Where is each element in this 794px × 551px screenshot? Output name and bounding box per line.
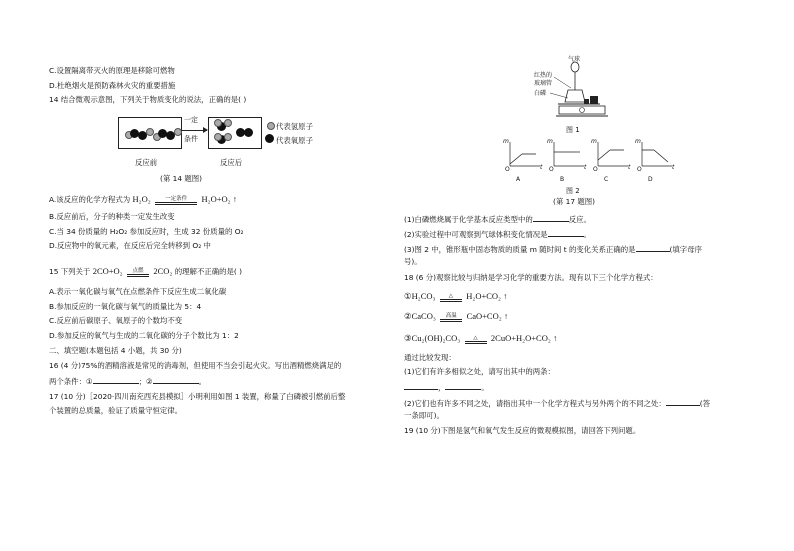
origin-d: O — [637, 166, 642, 173]
figure2-caption: 图 2 — [566, 187, 580, 195]
q16-cond1-label: 两个条件：① — [49, 377, 93, 386]
option-d-label: D — [648, 176, 653, 183]
label-red-hot-2: 玻璃管 — [534, 80, 553, 87]
eq3-reactant: ③Cu₂(OH)₂CO₃ — [404, 333, 461, 343]
q18-2-text: (2)它们也有许多不同之处，请指出其中一个化学方程式与另外两个的不同之处： — [404, 399, 666, 408]
q14-a-arrow — [155, 196, 197, 205]
hydrogen-atom — [224, 133, 232, 141]
legend-hydrogen: 代表氢原子 — [276, 122, 313, 131]
eq2-products: CaO+CO₂ ↑ — [466, 311, 509, 321]
figure1-caption: 图 1 — [566, 126, 580, 134]
q16-end: 。 — [198, 377, 207, 386]
q15-arrow — [127, 268, 149, 277]
q17-2-end: 。 — [583, 230, 591, 239]
eq3-arrow — [465, 335, 487, 344]
q17-part1 — [404, 213, 591, 225]
q15-reactants: 2CO+O₂ — [92, 266, 123, 276]
q18-compare: 通过比较发现： — [404, 353, 456, 362]
option-a-label: A — [516, 176, 521, 183]
q14-option-d: D.反应物中的氧元素，在反应后完全转移到 O₂ 中 — [49, 241, 211, 250]
graph-b — [554, 142, 584, 166]
section-2-heading: 二、填空题(本题包括 4 小题，共 30 分) — [49, 346, 182, 355]
label-balloon: 气球 — [568, 56, 581, 63]
q18-1-end: 。 — [481, 383, 489, 392]
q14-option-a — [49, 194, 237, 205]
graph-c — [598, 142, 628, 166]
q14-option-c: C.当 34 份质量的 H₂O₂ 参加反应时，生成 32 份质量的 O₂ — [49, 227, 244, 236]
q17-2-blank[interactable] — [548, 228, 584, 237]
q17-3-blank[interactable] — [636, 243, 670, 252]
condition-bottom: 条件 — [184, 135, 198, 143]
hydrogen-legend-icon — [267, 122, 275, 130]
q15-condition: 点燃 — [132, 267, 144, 274]
q14-a-prefix: A.该反应的化学方程式为 — [49, 195, 131, 204]
q17-figure1 — [528, 58, 628, 128]
q18-equation-1 — [404, 291, 507, 302]
label-after: 反应后 — [220, 158, 243, 167]
q15-option-b: B.参加反应的一氧化碳与氧气的质量比为 5：4 — [49, 302, 202, 311]
label-before: 反应前 — [135, 158, 158, 167]
origin-c: O — [593, 166, 598, 173]
axis-t-d: t — [672, 164, 675, 171]
q16-cond2-label: ；② — [138, 377, 153, 386]
q13-option-d: D.杜绝烟火是预防森林火灾的重要措施 — [49, 81, 176, 90]
q17-1-end: 反应。 — [568, 215, 591, 224]
graph-a — [510, 142, 540, 166]
q17-1-blank[interactable] — [533, 213, 569, 222]
q18-2-hint: (答 — [699, 399, 711, 408]
q16-blank-1[interactable] — [93, 375, 139, 384]
axis-t-b: t — [584, 164, 587, 171]
q18-equation-3 — [404, 333, 557, 344]
condition-top: 一定 — [184, 116, 198, 124]
q18-part1-blanks — [404, 381, 489, 393]
q16-line2 — [49, 375, 206, 387]
q15-prefix: 15 下列关于 — [49, 267, 91, 276]
q16-blank-2[interactable] — [153, 375, 199, 384]
q18-stem: 18 (6 分)观察比较与归纳是学习化学的重要方法。现有以下三个化学方程式： — [404, 273, 658, 282]
q14-option-b: B.反应前后，分子的种类一定发生改变 — [49, 212, 175, 221]
q17-figure2 — [500, 138, 680, 184]
q17-3-hint: (填字母序 — [669, 245, 702, 254]
q17-2-text: (2)实验过程中可观察到气球体积变化情况是 — [404, 230, 548, 239]
graph-d — [642, 142, 672, 166]
label-red-hot-1: 红热的 — [534, 72, 553, 79]
q14-a-products: H₂O+O₂ ↑ — [201, 194, 237, 204]
q15-suffix: 的理解不正确的是( ) — [174, 267, 243, 276]
q15-option-c: C.反应前后碳原子、氧原子的个数均不变 — [49, 316, 183, 325]
origin-b: O — [549, 166, 554, 173]
q17-part3 — [404, 243, 702, 255]
before-box — [118, 117, 182, 149]
axis-m-c: m — [591, 138, 597, 145]
q15-option-a: A.表示一氧化碳与氧气在点燃条件下反应生成二氧化碳 — [49, 287, 227, 296]
mass-time-graphs — [500, 138, 680, 184]
oxygen-atom — [244, 128, 253, 137]
eq3-condition: △ — [473, 334, 478, 341]
option-c-label: C — [604, 176, 609, 183]
q18-2-blank[interactable] — [666, 397, 700, 406]
axis-m-d: m — [635, 138, 641, 145]
q17-line2: 个装置的总质量，验证了质量守恒定律。 — [49, 406, 183, 415]
hydrogen-atom — [224, 119, 232, 127]
axis-t-c: t — [628, 164, 631, 171]
q15-stem — [49, 266, 242, 277]
legend-oxygen: 代表氧原子 — [276, 136, 313, 145]
after-box — [208, 117, 262, 149]
eq1-condition: △ — [448, 292, 453, 299]
q17-line1: 17 (10 分)［2020·四川南充西充县模拟］小明利用如图 1 装置，称量了白磷被引燃前后整 — [49, 392, 346, 401]
label-phosphorus: 白磷 — [534, 90, 547, 97]
q13-option-c: C.设置隔离带灭火的原理是移除可燃物 — [49, 66, 175, 75]
q19-stem: 19 (10 分)下图是氢气和氧气发生反应的微观模拟图，请回答下列问题。 — [404, 426, 641, 435]
q18-1-blank-2[interactable] — [445, 381, 481, 390]
eq2-reactant: ②CaCO₃ — [404, 311, 436, 321]
eq2-condition: 高温 — [445, 312, 457, 319]
q18-equation-2 — [404, 311, 508, 322]
hydrogen-atom — [214, 119, 222, 127]
eq2-arrow — [440, 313, 462, 322]
oxygen-legend-icon — [265, 134, 274, 143]
q18-part2 — [404, 397, 710, 409]
q17-3-text: (3)图 2 中，锥形瓶中固态物质的质量 m 随时间 t 的变化关系正确的是 — [404, 245, 636, 254]
q18-1-blank-1[interactable] — [404, 381, 438, 390]
q18-part2-cont: 一条即可)。 — [404, 411, 444, 420]
hydrogen-atom — [214, 133, 222, 141]
option-b-label: B — [560, 176, 565, 183]
eq1-arrow — [440, 293, 462, 302]
eq3-products: 2CuO+H₂O+CO₂ ↑ — [490, 333, 558, 343]
axis-t-a: t — [540, 164, 543, 171]
axis-m-a: m — [503, 138, 509, 145]
eq1-reactant: ①H₂CO₃ — [404, 291, 436, 301]
q14-figure-caption: (第 14 题图) — [160, 174, 203, 183]
axis-m-b: m — [547, 138, 553, 145]
q14-a-reactant: H₂O₂ — [132, 194, 151, 204]
q17-figure-caption: (第 17 题图) — [553, 197, 596, 206]
q17-part2 — [404, 228, 591, 240]
q17-1-text: (1)白磷燃烧属于化学基本反应类型中的 — [404, 215, 533, 224]
q14-figure — [118, 112, 338, 172]
q15-product: 2CO₂ — [153, 266, 173, 276]
q18-part1: (1)它们有许多相似之处，请写出其中的两条： — [404, 367, 555, 376]
q16-line1: 16 (4 分)75%的酒精溶液是常见的消毒剂，但使用不当会引起火灾。写出酒精燃烧满足的 — [49, 361, 342, 370]
q18-1-sep: ， — [438, 383, 446, 392]
q14-stem: 14 结合微观示意图，下列关于物质变化的说法，正确的是( ) — [49, 95, 247, 104]
q14-a-condition: 一定条件 — [165, 195, 188, 202]
q15-option-d: D.参加反应的氧气与生成的二氧化碳的分子个数比为 1：2 — [49, 331, 239, 340]
q17-part3-cont: 号)。 — [404, 257, 422, 266]
eq1-products: H₂O+CO₂ ↑ — [466, 291, 508, 301]
origin-a: O — [505, 166, 510, 173]
